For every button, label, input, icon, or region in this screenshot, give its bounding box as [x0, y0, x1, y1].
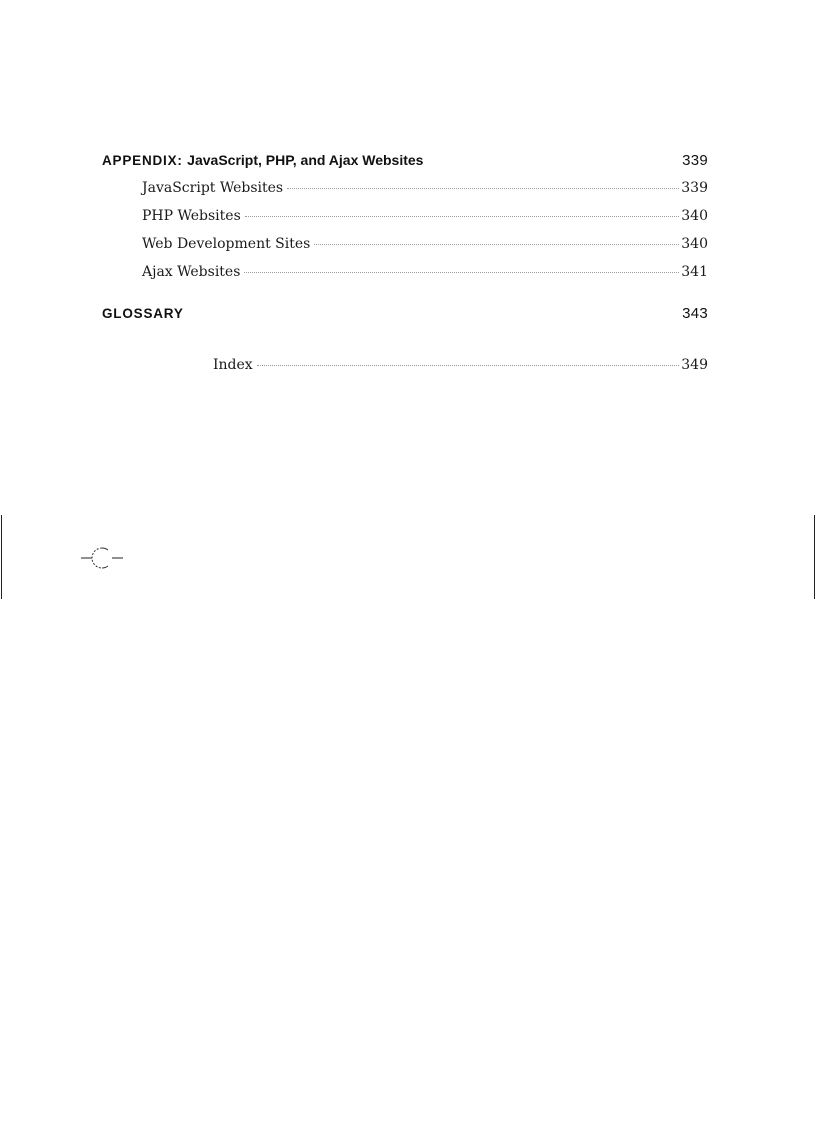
appendix-subtitle: JavaScript, PHP, and Ajax Websites — [187, 152, 424, 168]
glossary-heading — [102, 305, 708, 322]
toc-entry-page: 349 — [681, 357, 708, 373]
dot-leader — [245, 216, 680, 217]
crop-mark-right — [814, 515, 815, 599]
glossary-page-number: 343 — [682, 305, 708, 322]
dot-leader — [314, 244, 679, 245]
toc-entry-title: Web Development Sites — [142, 236, 311, 252]
dot-leader — [287, 188, 679, 189]
crop-mark-left — [1, 515, 2, 599]
toc-entry-page: 340 — [681, 208, 708, 224]
toc-entry-page: 340 — [681, 236, 708, 252]
toc-entry-web-development-sites — [142, 236, 708, 252]
registration-mark-icon — [80, 545, 124, 571]
toc-entry-page: 341 — [681, 264, 708, 280]
toc-entry-page: 339 — [681, 180, 708, 196]
toc-entry-title: Ajax Websites — [142, 264, 241, 280]
dot-leader — [244, 272, 679, 273]
toc-entry-ajax-websites — [142, 264, 708, 280]
toc-entry-title: PHP Websites — [142, 208, 241, 224]
appendix-heading — [102, 152, 708, 170]
appendix-page-number: 339 — [682, 152, 708, 169]
glossary-label: GLOSSARY — [102, 306, 184, 321]
toc-entry-javascript-websites — [142, 180, 708, 196]
toc-entry-index — [213, 357, 708, 373]
appendix-title — [102, 152, 423, 170]
toc-entry-php-websites — [142, 208, 708, 224]
appendix-label: APPENDIX: — [102, 153, 183, 168]
dot-leader — [257, 365, 680, 366]
toc-entry-title: Index — [213, 357, 253, 373]
toc-entry-title: JavaScript Websites — [142, 180, 284, 196]
